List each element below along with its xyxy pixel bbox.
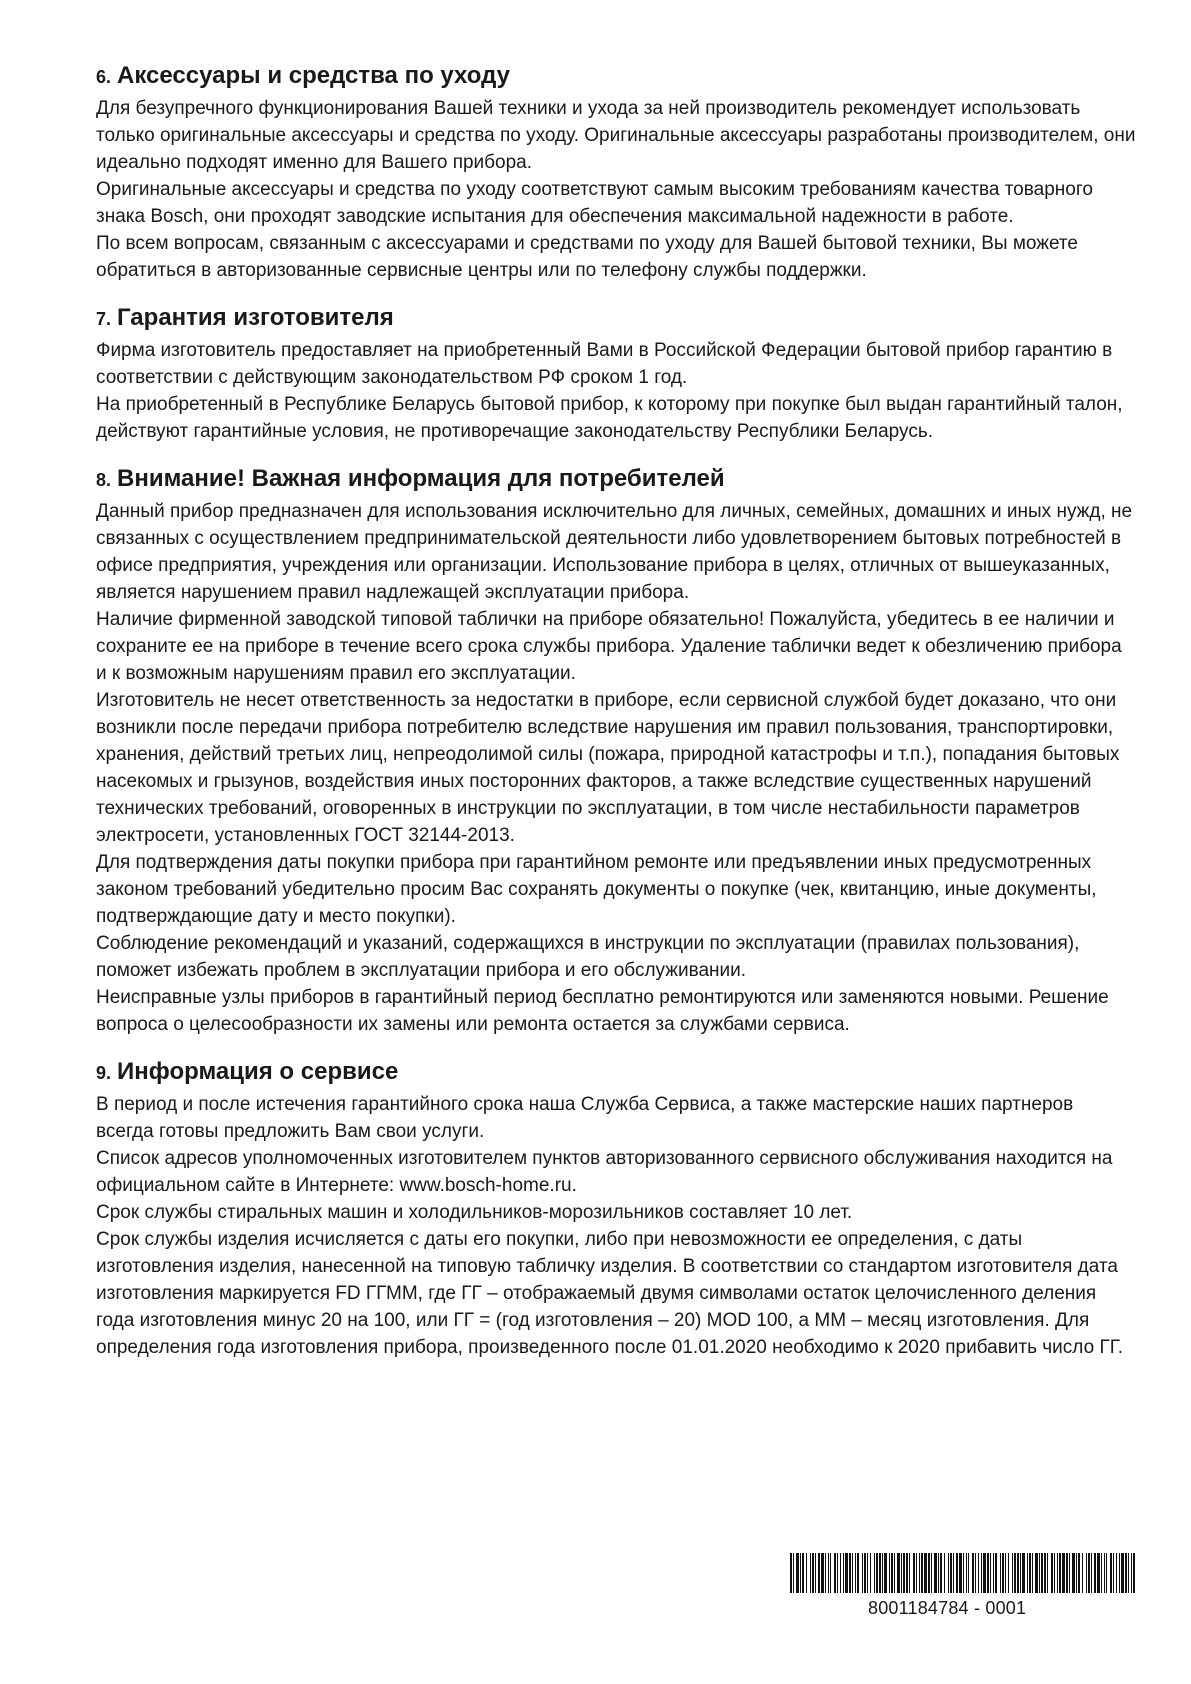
section-heading — [96, 62, 1136, 91]
paragraph: Список адресов уполномоченных изготовителем пунктов авторизованного сервисного обслуживания находится на официальном сайте в Интернете: www.bosch-home.ru. — [96, 1148, 1113, 1196]
section-number: 6. — [96, 67, 112, 87]
paragraph: Наличие фирменной заводской типовой таблички на приборе обязательно! Пожалуйста, убедитесь в ее наличии и сохраните ее на приборе в течение всего срока службы прибора. Удаление таблички ведет к обезличению прибора и к возможным нарушениям правил его эксплуатации. — [96, 609, 1122, 684]
section-heading — [96, 465, 1136, 494]
document-page — [96, 62, 1136, 1381]
section-title: Аксессуары и средства по уходу — [117, 62, 511, 89]
section-heading — [96, 1058, 1136, 1087]
section-title: Информация о сервисе — [117, 1058, 399, 1085]
paragraph: Для подтверждения даты покупки прибора при гарантийном ремонте или предъявлении иных предусмотренных законом требований убедительно просим Вас сохранять документы о покупке (чек, квитанцию, иные документы, подтверждающие дату и место покупки). — [96, 852, 1097, 927]
section-title: Гарантия изготовителя — [117, 304, 394, 331]
barcode-number: 8001184784 - 0001 — [868, 1598, 1027, 1618]
section-number: 9. — [96, 1063, 112, 1083]
section-number: 7. — [96, 309, 112, 329]
section-consumer-info — [96, 465, 1136, 1038]
paragraph: Фирма изготовитель предоставляет на приобретенный Вами в Российской Федерации бытовой прибор гарантию в соответствии с действующим законодательством РФ сроком 1 год. — [96, 340, 1113, 388]
paragraph: Для безупречного функционирования Вашей техники и ухода за ней производитель рекомендует использовать только оригинальные аксессуары и средства по уходу. Оригинальные аксессуары разработаны производителем, они идеально подходят именно для Вашего прибора. — [96, 98, 1136, 173]
barcode-bars-icon — [790, 1553, 1136, 1593]
barcode — [790, 1553, 1136, 1625]
paragraph: Неисправные узлы приборов в гарантийный период бесплатно ремонтируются или заменяются новыми. Решение вопроса о целесообразности их замены или ремонта остается за службами сервиса. — [96, 987, 1109, 1035]
section-number: 8. — [96, 470, 112, 490]
section-heading — [96, 304, 1136, 333]
paragraph: Соблюдение рекомендаций и указаний, содержащихся в инструкции по эксплуатации (правилах пользования), поможет избежать проблем в эксплуатации прибора и его обслуживании. — [96, 933, 1080, 981]
section-service-info — [96, 1058, 1136, 1361]
paragraph: Оригинальные аксессуары и средства по уходу соответствуют самым высоким требованиям качества товарного знака Bosch, они проходят заводские испытания для обеспечения максимальной надежности в работе. — [96, 179, 1093, 227]
paragraph: Данный прибор предназначен для использования исключительно для личных, семейных, домашних и иных нужд, не связанных с осуществлением предпринимательской деятельности либо удовлетворением бытовых потребностей в офисе предприятия, учреждения или организации. Использование прибора в целях, отличных от вышеуказанных, является нарушением правил надлежащей эксплуатации прибора. — [96, 501, 1133, 603]
paragraph: На приобретенный в Республике Беларусь бытовой прибор, к которому при покупке был выдан гарантийный талон, действуют гарантийные условия, не противоречащие законодательству Республики Беларусь. — [96, 394, 1123, 442]
section-accessories — [96, 62, 1136, 284]
paragraph: В период и после истечения гарантийного срока наша Служба Сервиса, а также мастерские наших партнеров всегда готовы предложить Вам свои услуги. — [96, 1094, 1074, 1142]
paragraph: Срок службы стиральных машин и холодильников-морозильников составляет 10 лет. — [96, 1202, 853, 1223]
paragraph: Изготовитель не несет ответственность за недостатки в приборе, если сервисной службой будет доказано, что они возникли после передачи прибора потребителю вследствие нарушения им правил пользования, транспортировки, хранения, действий третьих лиц, непреодолимой силы (пожара, природной катастрофы и т.п.), попадания бытовых насекомых и грызунов, воздействия иных посторонних факторов, а также вследствие существенных нарушений технических требований, оговоренных в инструкции по эксплуатации, в том числе нестабильности параметров электросети, установленных ГОСТ 32144-2013. — [96, 690, 1120, 846]
paragraph: По всем вопросам, связанным с аксессуарами и средствами по уходу для Вашей бытовой техники, Вы можете обратиться в авторизованные сервисные центры или по телефону службы поддержки. — [96, 233, 1078, 281]
section-title: Внимание! Важная информация для потребителей — [117, 465, 725, 492]
section-warranty — [96, 304, 1136, 445]
paragraph: Срок службы изделия исчисляется с даты его покупки, либо при невозможности ее определения, с даты изготовления изделия, нанесенной на типовую табличку изделия. В соответствии со стандартом изготовителя дата изготовления маркируется FD ГГММ, где ГГ – отображаемый двумя символами остаток целочисленного деления года изготовления минус 20 на 100, или ГГ = (год изготовления – 20) MOD 100, а ММ – месяц изготовления. Для определения года изготовления прибора, произведенного после 01.01.2020 необходимо к 2020 прибавить число ГГ. — [96, 1229, 1123, 1358]
